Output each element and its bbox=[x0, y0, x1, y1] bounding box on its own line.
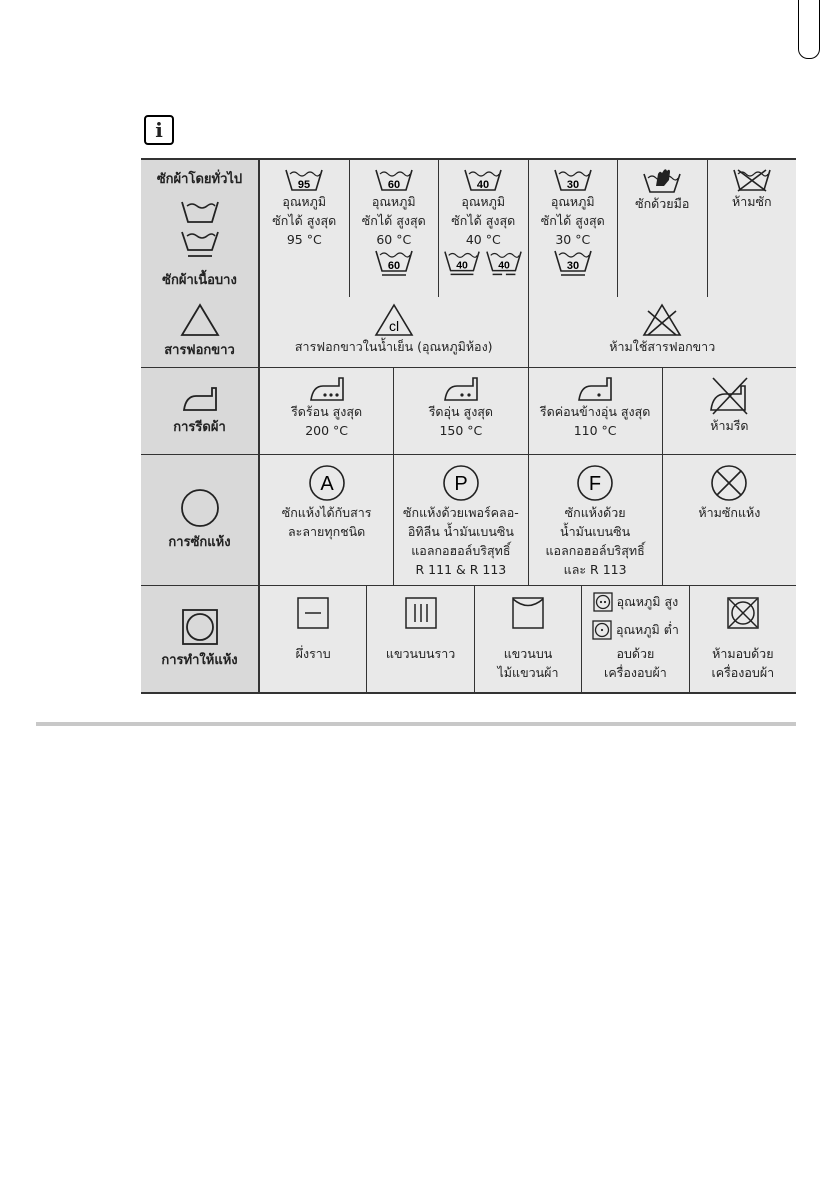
iron-hot-icon bbox=[307, 376, 347, 402]
dry-flat-icon bbox=[296, 596, 330, 630]
info-icon: i bbox=[144, 115, 174, 145]
dryclean-f-cell bbox=[529, 455, 663, 585]
dryclean-f-line2: น้ำมันเบนซิน bbox=[560, 524, 631, 539]
tumble-low-icon bbox=[592, 620, 612, 640]
hand-wash-icon bbox=[642, 168, 682, 194]
no-dryclean-icon bbox=[709, 463, 749, 503]
wash-40-cell bbox=[439, 160, 529, 298]
wash-40-icon bbox=[463, 168, 503, 192]
tumble-dry-line1: อบด้วย bbox=[616, 646, 655, 661]
svg-text:40: 40 bbox=[498, 260, 511, 272]
dryclean-f-line3: แอลกอฮอล์บริสุทธิ์ bbox=[545, 543, 645, 558]
svg-text:30: 30 bbox=[566, 260, 579, 272]
bleach-header-label: สารฟอกขาว bbox=[164, 342, 235, 358]
dry-flat-cell bbox=[260, 586, 367, 692]
no-iron-label: ห้ามรีด bbox=[710, 418, 749, 433]
wash-tub-icon bbox=[180, 198, 220, 224]
no-dryclean-label: ห้ามซักแห้ง bbox=[698, 505, 761, 520]
no-tumble-dry-line2: เครื่องอบผ้า bbox=[711, 665, 775, 680]
dryclean-row bbox=[141, 455, 796, 586]
tumble-dry-icon bbox=[180, 607, 220, 647]
section-divider bbox=[36, 722, 796, 726]
dryclean-a-cell bbox=[260, 455, 394, 585]
wash-60-gentle-icon bbox=[374, 249, 414, 277]
wash-60-temp: 60 °C bbox=[376, 232, 412, 247]
tumble-dry-line2: เครื่องอบผ้า bbox=[604, 665, 667, 680]
no-wash-icon bbox=[732, 168, 772, 192]
wash-40-gentle-icon bbox=[443, 249, 481, 277]
wash-30-gentle-icon bbox=[553, 249, 593, 277]
wash-40-very-gentle-icon bbox=[485, 249, 523, 277]
bleach-cold-label: สารฟอกขาวในน้ำเย็น (อุณหภูมิห้อง) bbox=[294, 339, 493, 354]
dryclean-a-line1: ซักแห้งได้กับสาร bbox=[281, 505, 372, 520]
drying-row bbox=[141, 586, 796, 694]
svg-text:30: 30 bbox=[566, 179, 579, 191]
wash-normal-label: ซักผ้าโดยทั่วไป bbox=[156, 172, 243, 187]
tumble-low-row bbox=[592, 620, 679, 640]
no-tumble-dry-icon bbox=[726, 596, 760, 630]
dryclean-a-icon bbox=[307, 463, 347, 503]
line-dry-icon bbox=[404, 596, 438, 630]
wash-95-cell bbox=[260, 160, 350, 298]
iron-header-label: การรีดผ้า bbox=[173, 419, 226, 435]
dryclean-circle-icon bbox=[179, 487, 221, 529]
dryclean-p-icon bbox=[441, 463, 481, 503]
iron-header bbox=[141, 368, 260, 454]
tumble-high-label: อุณหภูมิ สูง bbox=[616, 594, 679, 609]
hanger-dry-line1: แขวนบน bbox=[503, 646, 553, 661]
no-tumble-dry-line1: ห้ามอบด้วย bbox=[712, 646, 774, 661]
wash-30-icon bbox=[553, 168, 593, 192]
wash-95-line1: อุณหภูมิ bbox=[282, 194, 327, 209]
svg-text:60: 60 bbox=[387, 260, 400, 272]
iron-low-icon bbox=[575, 376, 615, 402]
tumble-low-label: อุณหภูมิ ต่ำ bbox=[615, 622, 679, 637]
gentle-wash-tub-icon bbox=[180, 230, 220, 260]
no-bleach-label: ห้ามใช้สารฟอกขาว bbox=[609, 339, 716, 354]
iron-hot-temp: 200 °C bbox=[305, 423, 349, 438]
svg-text:F: F bbox=[589, 473, 602, 495]
hand-wash-cell bbox=[618, 160, 708, 298]
drying-header bbox=[141, 586, 260, 692]
no-iron-cell bbox=[663, 368, 796, 454]
no-tumble-dry-cell bbox=[690, 586, 796, 692]
no-dryclean-cell bbox=[663, 455, 796, 585]
dryclean-f-line1: ซักแห้งด้วย bbox=[564, 505, 626, 520]
svg-text:40: 40 bbox=[456, 260, 469, 272]
wash-30-line2: ซักได้ สูงสุด bbox=[540, 213, 605, 228]
hanger-dry-icon bbox=[511, 596, 545, 630]
dryclean-p-line1: ซักแห้งด้วยเพอร์คลอ- bbox=[403, 505, 519, 520]
wash-40-line2: ซักได้ สูงสุด bbox=[451, 213, 516, 228]
iron-row bbox=[141, 368, 796, 455]
no-wash-label: ห้ามซัก bbox=[731, 194, 772, 209]
wash-60-cell bbox=[350, 160, 440, 298]
iron-warm-icon bbox=[441, 376, 481, 402]
bleach-cl-icon bbox=[374, 303, 414, 337]
iron-low-line1: รีดค่อนข้างอุ่น สูงสุด bbox=[539, 404, 651, 419]
bleach-header bbox=[141, 297, 260, 367]
wash-95-icon bbox=[284, 168, 324, 192]
tumble-high-row bbox=[593, 592, 679, 612]
line-dry-cell bbox=[367, 586, 474, 692]
wash-30-cell bbox=[529, 160, 619, 298]
dryclean-header bbox=[141, 455, 260, 585]
iron-warm-temp: 150 °C bbox=[439, 423, 483, 438]
dryclean-p-line3: แอลกอฮอล์บริสุทธิ์ bbox=[411, 543, 511, 558]
iron-warm-line1: รีดอุ่น สูงสุด bbox=[428, 404, 494, 419]
wash-60-line2: ซักได้ สูงสุด bbox=[361, 213, 426, 228]
dryclean-f-line4: และ R 113 bbox=[563, 562, 627, 577]
iron-icon bbox=[180, 384, 220, 414]
no-bleach-cell bbox=[529, 297, 797, 367]
wash-30-line1: อุณหภูมิ bbox=[550, 194, 595, 209]
wash-40-line1: อุณหภูมิ bbox=[461, 194, 506, 209]
wash-row bbox=[141, 158, 796, 299]
wash-40-temp: 40 °C bbox=[465, 232, 501, 247]
dry-flat-label: ผึ่งราบ bbox=[295, 646, 331, 661]
svg-text:A: A bbox=[319, 473, 334, 495]
wash-60-icon bbox=[374, 168, 414, 192]
iron-warm-cell bbox=[394, 368, 528, 454]
drying-header-label: การทำให้แห้ง bbox=[161, 652, 238, 668]
wash-delicate-label: ซักผ้าเนื้อบาง bbox=[162, 272, 237, 288]
iron-hot-cell bbox=[260, 368, 394, 454]
hand-wash-label: ซักด้วยมือ bbox=[635, 196, 690, 211]
iron-low-cell bbox=[529, 368, 663, 454]
dryclean-header-label: การซักแห้ง bbox=[168, 534, 231, 550]
line-dry-label: แขวนบนราว bbox=[385, 646, 456, 661]
dryclean-p-line4: R 111 & R 113 bbox=[415, 562, 507, 577]
svg-text:95: 95 bbox=[298, 179, 311, 191]
wash-95-line2: ซักได้ สูงสุด bbox=[272, 213, 337, 228]
no-wash-cell bbox=[708, 160, 797, 298]
hanger-dry-line2: ไม้แขวนผ้า bbox=[497, 665, 559, 680]
no-bleach-icon bbox=[642, 303, 682, 337]
svg-text:cl: cl bbox=[388, 318, 399, 334]
svg-text:P: P bbox=[454, 473, 468, 495]
wash-header bbox=[141, 160, 260, 298]
wash-30-temp: 30 °C bbox=[555, 232, 591, 247]
tumble-dry-cell bbox=[582, 586, 689, 692]
tumble-high-icon bbox=[593, 592, 613, 612]
hanger-dry-cell bbox=[475, 586, 582, 692]
dryclean-p-line2: อิทิลีน น้ำมันเบนซิน bbox=[407, 524, 514, 539]
bleach-triangle-icon bbox=[180, 303, 220, 337]
iron-low-temp: 110 °C bbox=[573, 423, 617, 438]
dryclean-p-cell bbox=[394, 455, 528, 585]
page-tab-marker bbox=[798, 0, 820, 59]
dryclean-a-line2: ละลายทุกชนิด bbox=[287, 524, 366, 539]
dryclean-f-icon bbox=[575, 463, 615, 503]
wash-60-line1: อุณหภูมิ bbox=[371, 194, 416, 209]
iron-hot-line1: รีดร้อน สูงสุด bbox=[291, 404, 363, 419]
svg-text:60: 60 bbox=[387, 179, 400, 191]
wash-95-temp: 95 °C bbox=[286, 232, 322, 247]
svg-text:40: 40 bbox=[477, 179, 490, 191]
no-iron-icon bbox=[707, 376, 751, 416]
bleach-cold-cell bbox=[260, 297, 529, 367]
bleach-row bbox=[141, 297, 796, 368]
